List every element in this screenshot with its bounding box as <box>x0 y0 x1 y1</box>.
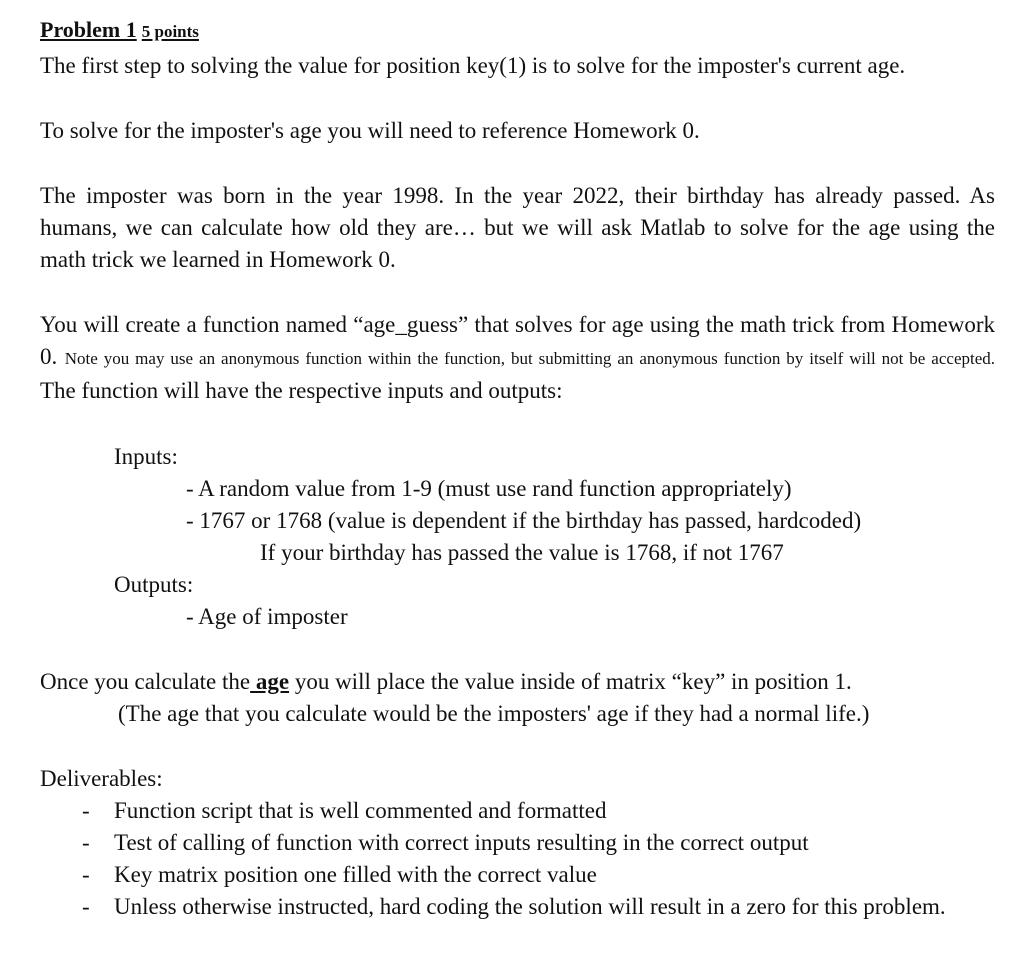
output-item-age: - Age of imposter <box>186 604 348 629</box>
intro-paragraph: The first step to solving the value for position key(1) is to solve for the imposter's current age. <box>40 53 906 78</box>
placement-text-after: you will place the value inside of matrix “key” in position 1. <box>289 669 852 694</box>
placement-note: (The age that you calculate would be the imposters' age if they had a normal life.) <box>118 701 870 726</box>
input-item-random: - A random value from 1-9 (must use rand function appropriately) <box>186 476 792 501</box>
io-section <box>114 441 995 633</box>
deliverable-item: - Unless otherwise instructed, hard coding the solution will result in a zero for this problem. <box>82 894 946 919</box>
deliverables-list <box>40 795 995 923</box>
placement-text-before: Once you calculate the <box>40 669 251 694</box>
deliverable-item: - Function script that is well commented and formatted <box>82 798 607 823</box>
problem-document <box>40 12 995 923</box>
input-item-constant: - 1767 or 1768 (value is dependent if the birthday has passed, hardcoded) <box>186 508 862 533</box>
outputs-label: Outputs: <box>114 572 194 597</box>
function-instruction: You will create a function named “age_guess” that solves for age using the math trick from Homework 0. <box>40 312 995 369</box>
reference-paragraph: To solve for the imposter's age you will need to reference Homework 0. <box>40 118 700 143</box>
problem-number: Problem 1 <box>40 17 137 42</box>
placement-paragraph <box>40 666 995 698</box>
anonymous-function-note: Note you may use an anonymous function within the function, but submitting an anonymous function by itself will not be accepted. <box>64 349 996 368</box>
deliverable-item: - Key matrix position one filled with the correct value <box>82 862 597 887</box>
problem-title <box>40 12 995 50</box>
scenario-paragraph: The imposter was born in the year 1998. In the year 2022, their birthday has already passed. As humans, we can calculate how old they are… but we will ask Matlab to solve for the age using the math trick we learned in Homework 0. <box>40 183 995 272</box>
inputs-label: Inputs: <box>114 444 178 469</box>
deliverable-item: - Test of calling of function with correct inputs resulting in the correct output <box>82 830 809 855</box>
input-constant-note: If your birthday has passed the value is 1768, if not 1767 <box>260 540 784 565</box>
problem-points: 5 points <box>141 22 199 41</box>
function-paragraph <box>40 309 995 407</box>
io-intro: The function will have the respective inputs and outputs: <box>40 378 563 403</box>
deliverables-label: Deliverables: <box>40 766 163 791</box>
age-emphasis: age <box>250 669 290 694</box>
